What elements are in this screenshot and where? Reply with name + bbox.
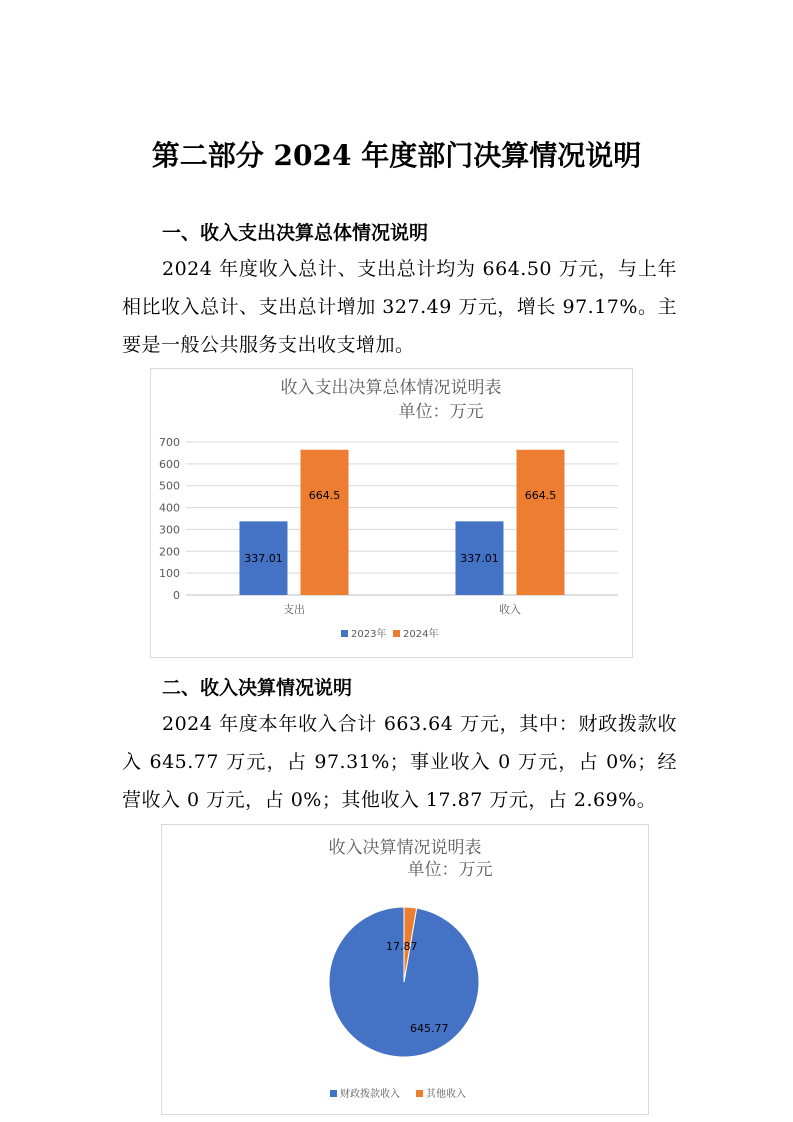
section2-heading: 二、收入决算情况说明 — [162, 677, 353, 699]
bar-data-label: 664.5 — [308, 489, 341, 503]
bar-chart — [151, 369, 632, 657]
bar-data-label: 664.5 — [524, 489, 557, 503]
legend-swatch — [330, 1090, 337, 1097]
legend-swatch — [393, 630, 400, 637]
y-tick-label: 0 — [173, 589, 180, 602]
y-tick-label: 700 — [159, 436, 180, 449]
y-tick-label: 600 — [159, 457, 180, 471]
bar-data-label: 337.01 — [460, 552, 499, 566]
pie-chart-subtitle: 单位：万元 — [407, 860, 493, 880]
bar-chart-box — [150, 368, 633, 658]
legend-label: 其他收入 — [426, 1089, 466, 1100]
x-tick-label: 收入 — [499, 603, 521, 616]
y-tick-label: 100 — [159, 567, 180, 581]
y-tick-label: 400 — [159, 501, 180, 515]
section1-paragraph: 2024 年度收入总计、支出总计均为 664.50 万元，与上年相比收入总计、支出总计增加 327.49 万元，增长 97.17%。主要是一般公共服务支出收支增加。 — [122, 258, 677, 356]
pie-data-label: 17.87 — [386, 940, 418, 953]
pie-data-label: 645.77 — [410, 1022, 449, 1035]
bar-2024 — [301, 450, 349, 595]
section2-paragraph: 2024 年度本年收入合计 663.64 万元，其中：财政拨款收入 645.77 万元，占 97.31%；事业收入 0 万元，占 0%；经营收入 0 万元，占 0%；其他收入 17.87 万元，占 2.69%。 — [122, 713, 677, 811]
legend-label: 2023年 — [351, 629, 387, 640]
legend-label: 2024年 — [403, 629, 439, 640]
bar-data-label: 337.01 — [244, 552, 283, 566]
legend-swatch — [341, 630, 348, 637]
y-tick-label: 300 — [159, 523, 180, 537]
legend-swatch — [416, 1090, 423, 1097]
bar-chart-title: 收入支出决算总体情况说明表 — [280, 378, 502, 398]
section1-heading: 一、收入支出决算总体情况说明 — [162, 222, 429, 244]
pie-chart-title: 收入决算情况说明表 — [328, 838, 482, 858]
bar-2024 — [517, 450, 565, 595]
y-tick-label: 500 — [159, 479, 180, 493]
y-tick-label: 200 — [159, 545, 180, 559]
legend-label: 财政拨款收入 — [340, 1089, 400, 1100]
document-title: 第二部分 2024 年度部门决算情况说明 — [151, 139, 642, 172]
x-tick-label: 支出 — [283, 603, 305, 616]
pie-chart-box — [161, 824, 649, 1115]
pie-chart — [162, 825, 648, 1114]
bar-chart-subtitle: 单位：万元 — [398, 402, 484, 422]
